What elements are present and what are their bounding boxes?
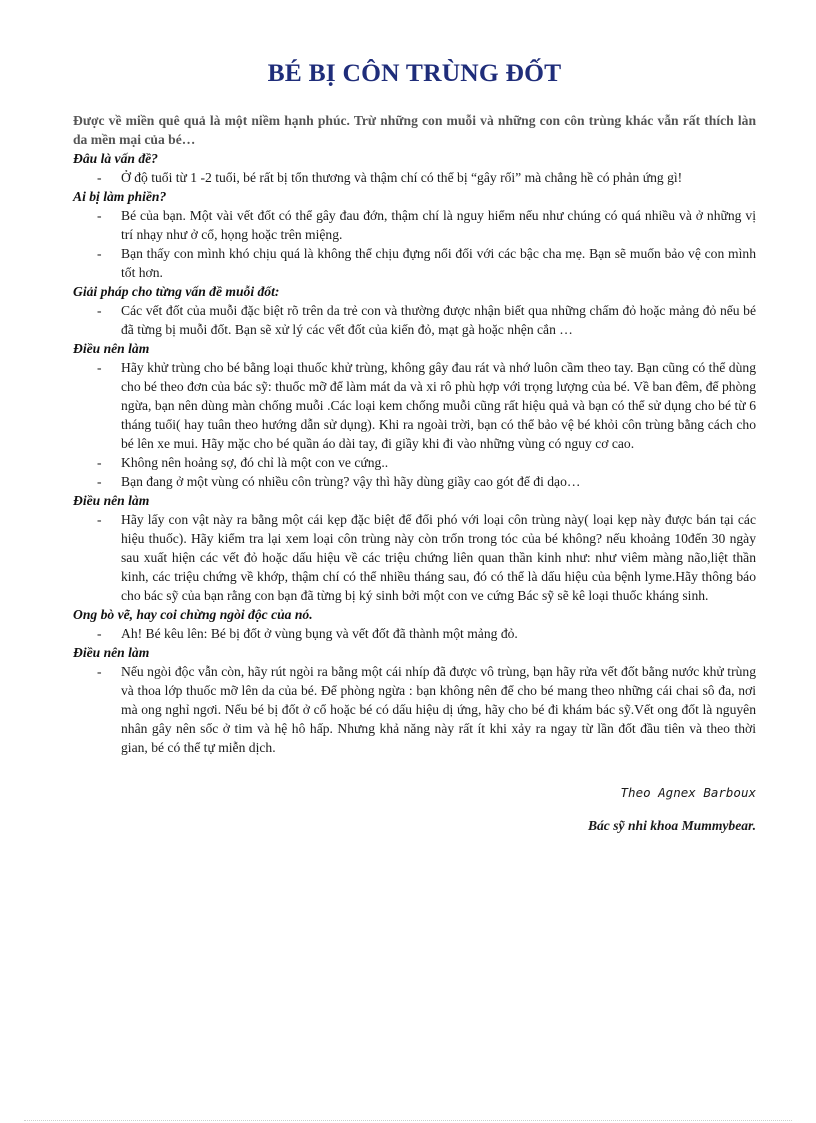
bullet-list bbox=[73, 206, 756, 282]
author-credit: Bác sỹ nhi khoa Mummybear. bbox=[587, 817, 756, 833]
bullet-list bbox=[73, 662, 756, 757]
list-item bbox=[73, 301, 756, 339]
bullet-list bbox=[73, 168, 756, 187]
document-page bbox=[73, 58, 756, 835]
intro-paragraph: Được về miền quê quả là một niềm hạnh phúc. Trừ những con muỗi và những con côn trùng khác vẫn rất thích làn da mền mại của bé… bbox=[73, 112, 756, 147]
bullet-list bbox=[73, 301, 756, 339]
page-footer-divider bbox=[24, 1120, 792, 1121]
page-title: BÉ BỊ CÔN TRÙNG ĐỐT bbox=[267, 58, 562, 87]
dash-bullet-icon: - bbox=[97, 169, 102, 185]
list-item-text: Bạn thấy con mình khó chịu quá là không thể chịu đựng nổi đối với các bậc cha mẹ. Bạn sẽ muốn bảo vệ con mình tốt hơn. bbox=[121, 245, 756, 280]
dash-bullet-icon: - bbox=[97, 511, 102, 527]
list-item bbox=[73, 510, 756, 605]
list-item-text: Hãy khử trùng cho bé bằng loại thuốc khử trùng, không gây đau rát và nhớ luôn cầm theo tay. Bạn cũng có thể dùng cho bé theo đơn của bác sỹ: thuốc mỡ để làm mát da và xi rô phù hợp với trọng lượng của bé. Về ban đêm, để phòng ngừa, bạn nên dùng màn chống muỗi .Các loại kem chống muỗi cũng rất hiệu quả và bạn có thể sử dụng cho bé từ 6 tháng tuổi( hay tuân theo hướng dẫn sử dụng). Khi ra ngoài trời, bạn có thể bảo vệ bé khỏi côn trùng bằng cách cho bé lên xe mui. Hãy mặc cho bé quần áo dài tay, đi giầy khi đi vào những vùng có nguy cơ cao. bbox=[121, 359, 756, 451]
section-heading: Đâu là vấn đề? bbox=[73, 150, 158, 166]
list-item bbox=[73, 358, 756, 453]
list-item bbox=[73, 624, 756, 643]
source-credit: Theo Agnex Barboux bbox=[620, 784, 756, 800]
list-item bbox=[73, 168, 756, 187]
dash-bullet-icon: - bbox=[97, 454, 102, 470]
section-heading: Điều nên làm bbox=[73, 340, 150, 356]
list-item bbox=[73, 206, 756, 244]
dash-bullet-icon: - bbox=[97, 245, 102, 261]
list-item-text: Bạn đang ở một vùng có nhiều côn trùng? vậy thì hãy dùng giầy cao gót để đi dạo… bbox=[121, 473, 581, 489]
list-item-text: Hãy lấy con vật này ra bằng một cái kẹp đặc biệt để đối phó với loại côn trùng này( loại kẹp này được bán tại các hiệu thuốc). Hãy kiểm tra lại xem loại côn trùng này còn trốn trong tóc của bé không? nếu khoảng 10đến 30 ngày sau xuất hiện các vết đỏ hoặc dấu hiệu về các triệu chứng liên quan thần kinh như: như viêm màng não,liệt thần kinh, các triệu chứng về khớp, thậm chí có thể nhiều tháng sau, đó có thể là dấu hiệu của bệnh lyme.Hãy thông báo cho bác sỹ của bạn rằng con bạn đã từng bị ký sinh bởi một con ve cứng Bác sỹ sẽ kê loại thuốc kháng sinh. bbox=[121, 511, 756, 603]
list-item bbox=[73, 472, 756, 491]
section-heading: Điều nên làm bbox=[73, 644, 150, 660]
dash-bullet-icon: - bbox=[97, 207, 102, 223]
bullet-list bbox=[73, 510, 756, 605]
dash-bullet-icon: - bbox=[97, 473, 102, 489]
section-heading: Ong bò vẽ, hay coi chừng ngòi độc của nó. bbox=[73, 606, 313, 622]
section-heading: Ai bị làm phiền? bbox=[73, 188, 167, 204]
list-item-text: Ah! Bé kêu lên: Bé bị đốt ở vùng bụng và vết đốt đã thành một mảng đỏ. bbox=[121, 625, 518, 641]
section-heading: Giải pháp cho từng vấn đề muỗi đốt: bbox=[73, 283, 280, 299]
dash-bullet-icon: - bbox=[97, 625, 102, 641]
dash-bullet-icon: - bbox=[97, 663, 102, 679]
list-item-text: Không nên hoảng sợ, đó chỉ là một con ve cứng.. bbox=[121, 454, 389, 470]
bullet-list bbox=[73, 358, 756, 491]
list-item-text: Các vết đốt của muỗi đặc biệt rõ trên da trẻ con và thường được nhận biết qua những chấm đỏ hoặc mảng đỏ nếu bé đã từng bị muỗi đốt. Bạn sẽ xử lý các vết đốt của kiến đỏ, mạt gà hoặc nhện cắn … bbox=[121, 302, 756, 337]
sections-container bbox=[73, 149, 756, 757]
section-heading: Điều nên làm bbox=[73, 492, 150, 508]
list-item-text: Ở độ tuổi từ 1 -2 tuổi, bé rất bị tổn thương và thậm chí có thể bị “gây rối” mà chẳng hề có phản ứng gì! bbox=[121, 169, 683, 185]
list-item bbox=[73, 453, 756, 472]
dash-bullet-icon: - bbox=[97, 302, 102, 318]
list-item-text: Nếu ngòi độc vẫn còn, hãy rút ngòi ra bằng một cái nhíp đã được vô trùng, bạn hãy rửa vết đốt bằng nước khử trùng và thoa lớp thuốc mỡ lên da của bé. Để phòng ngừa : bạn không nên để cho bé mang theo những cái chai sô đa, nơi mà ong nghỉ ngơi. Nếu bé bị đốt ở cổ hoặc bé có dấu hiệu dị ứng, hãy cho bé đi khám bác sỹ.Vết ong đốt là nguyên nhân gây nên sốc ở tim và hệ hô hấp. Nhưng khả năng này rất ít khi xảy ra ngay từ lần đốt đầu tiên và theo thời gian, bé có thể tự miễn dịch. bbox=[121, 663, 756, 755]
list-item bbox=[73, 662, 756, 757]
list-item-text: Bé của bạn. Một vài vết đốt có thể gây đau đớn, thậm chí là nguy hiểm nếu như chúng có quá nhiều và ở những vị trí nhạy như ở cổ, họng hoặc trên miệng. bbox=[121, 207, 756, 242]
list-item bbox=[73, 244, 756, 282]
dash-bullet-icon: - bbox=[97, 359, 102, 375]
bullet-list bbox=[73, 624, 756, 643]
